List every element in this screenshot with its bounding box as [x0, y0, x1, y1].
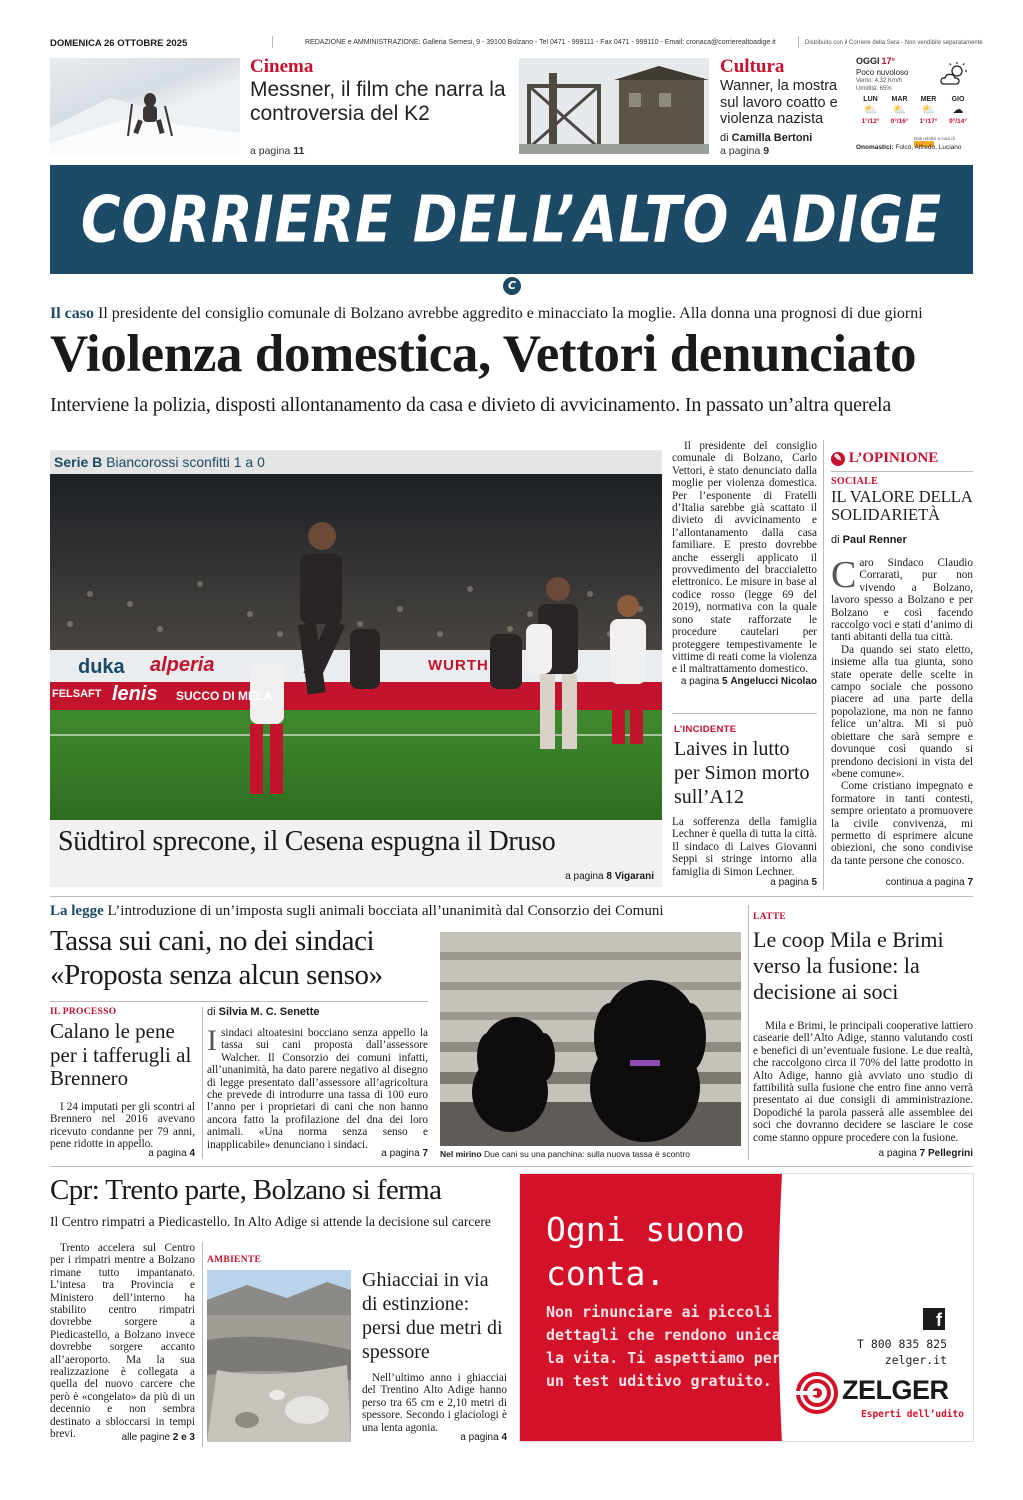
teaser-cultura-ref: a pagina 9 — [720, 145, 770, 157]
tassa-kicker: La legge L’introduzione di un’imposta sugli animali bocciata all’unanimità dal Consorzio dei Comuni — [50, 903, 664, 919]
processo-kicker: IL PROCESSO — [50, 1007, 117, 1017]
partly-cloudy-icon — [940, 62, 968, 88]
opinion-kicker: SOCIALE — [831, 476, 879, 487]
weather-humidity: Umidità: 65% — [856, 86, 892, 92]
opinion-icon: ✎ — [831, 452, 845, 466]
masthead-title: CORRIERE DELL’ALTO ADIGE — [80, 182, 943, 257]
top-bar — [50, 36, 983, 50]
lead-subhead: Interviene la polizia, disposti allontanamento da casa e divieto di avvicinamento. In passato un’altra querela — [50, 394, 892, 416]
tassa-byline: di Silvia M. C. Senette — [207, 1006, 320, 1018]
sport-block[interactable] — [50, 450, 662, 887]
partly-cloudy-icon: ⛅ — [863, 104, 878, 116]
processo-headline[interactable]: Calano le pene per i tafferugli al Brennero — [50, 1019, 192, 1090]
onomastici: Onomastici: Folco, Alfredo, Luciano — [856, 144, 962, 151]
ambiente-ref: a pagina 4 — [460, 1432, 507, 1443]
sport-ref: a pagina 8 Vigarani — [565, 871, 654, 882]
ad-tagline: Esperti dell’udito — [861, 1409, 964, 1420]
latte-body: Mila e Brimi, le principali cooperative lattiero casearie dell’Alto Adige, stanno valutando costi e benefici di un’eventuale fusione. Le due realtà, che raccolgono circa il 70% del latte prodotto in Alto Adige, hanno già avviato uno studio di fattibilità sulla fusione che entro fine anno verrà presentato ai due consigli di amministrazione. Dopodiché la parola passerà alle assemblee dei soci che dovranno decidere se lasciare le cose come stanno oppure procedere con la fusione. — [753, 1020, 973, 1144]
opinion-label: ✎ L’OPINIONE — [831, 450, 938, 467]
cpr-body: Trento accelera sul Centro per i rimpatri mentre a Bolzano rimane tutto impantanato. L’intesa tra Provincia e Ministero dell’interno ha stabilito centro rimpatri dovrebbe sorgere a Piedicastello, a Bolzano invece dovrebbe sorgere accanto all’aeroporto. Ma la sua realizzazione è collegata a quella del nuovo carcere che però è «congelato» da più di un decennio e non sembra destinato a sbloccarsi in tempi brevi. — [50, 1242, 195, 1441]
teaser-cinema-title: Messner, il film che narra la controversia del K2 — [250, 78, 506, 125]
teaser-cinema-kicker: Cinema — [250, 56, 314, 77]
lead-ref: a pagina 5 Angelucci Nicolao — [680, 676, 817, 687]
dropcap: I — [207, 1024, 217, 1057]
partly-cloudy-icon: ⛅ — [892, 104, 907, 116]
ambiente-kicker: AMBIENTE — [207, 1255, 262, 1265]
forecast-day: MER ⛅ 1°/17° — [914, 96, 943, 125]
latte-kicker: LATTE — [753, 912, 787, 922]
tassa-photo — [440, 932, 741, 1146]
lead-body: Il presidente del consiglio comunale di Bolzano, Carlo Vettori, è stato denunciato dalla moglie per violenza domestica. Per l’esponente di Fratelli d’Italia sarebbe già scattato il divieto di avvicinamento e l’allontanamento dalla casa familiare. E presto dovrebbe anche essergli applicato il provvedimento del braccialetto elettronico. Le misure in base al codice rosso (legge 69 del 2019), normativa con la quale sono state rafforzate le procedure cautelari per proteggere tempestivamente le vittime di reati come la violenza e il maltrattamento domestico. — [672, 440, 817, 676]
teaser-cultura-kicker: Cultura — [720, 56, 785, 77]
cpr-subhead: Il Centro rimpatri a Piedicastello. In Alto Adige si attende la decisione sul carcere — [50, 1214, 491, 1229]
incidente-body: La sofferenza della famiglia Lechner è quella di tutta la città. Il sindaco di Laives Giovanni Seppi si stringe intorno alla famiglia di Simon Lechner. — [672, 816, 817, 878]
sport-tag: Serie B Biancorossi sconfitti 1 a 0 — [50, 450, 662, 474]
teaser-cultura[interactable] — [519, 56, 839, 156]
weather-condition: Poco nuvoloso — [856, 68, 909, 77]
zelger-ad[interactable] — [519, 1173, 974, 1442]
opinion-byline: di Paul Renner — [831, 534, 907, 546]
latte-headline[interactable]: Le coop Mila e Brimi verso la fusione: la decisione ai soci — [753, 927, 944, 1004]
incidente-kicker: L’INCIDENTE — [674, 724, 737, 735]
ambiente-headline[interactable]: Ghiacciai in via di estinzione: persi due metri di spessore — [362, 1269, 503, 1363]
board-duka: duka — [78, 656, 125, 678]
dropcap: C — [831, 554, 857, 596]
masthead-logo-icon: C — [503, 277, 521, 295]
board-lenis: lenis — [112, 683, 158, 705]
teaser-cinema[interactable] — [50, 56, 510, 156]
weather-wind: Vento: 4,32 Km/h — [856, 78, 903, 84]
editorial-address: REDAZIONE e AMMINISTRAZIONE: Galleria Sernesi, 9 - 39100 Bolzano - Tel 0471 - 999111 - Fax 0471 - 999110 - Email: cronaca@corrierealtoadige.it — [305, 39, 776, 46]
teaser-cultura-byline: di Camilla Bertoni — [720, 132, 813, 144]
rain-cloud-icon: ☁ — [952, 104, 964, 116]
ad-web[interactable]: zelger.it — [884, 1353, 947, 1367]
partly-cloudy-icon: ⛅ — [921, 104, 936, 116]
processo-ref: a pagina 4 — [148, 1148, 195, 1159]
teaser-cultura-image — [519, 58, 709, 154]
cpr-ref: alle pagine 2 e 3 — [121, 1432, 195, 1443]
ad-text: Non rinunciare ai piccoli dettagli che rendono unica la vita. Ti aspettiamo per un test uditivo gratuito. — [546, 1303, 781, 1390]
lead-headline[interactable]: Violenza domestica, Vettori denunciato — [50, 325, 917, 383]
forecast-day: LUN ⛅ 1°/12° — [856, 96, 885, 125]
ambiente-body: Nell’ultimo anno i ghiacciai del Trentino Alto Adige hanno perso tra 65 cm e 2,10 metri di spessore. Secondo i glaciologi è una lenta agonia. — [362, 1372, 507, 1434]
ad-brand: ZELGER — [842, 1375, 949, 1405]
board-wurth: WURTH — [428, 657, 489, 674]
issue-date: DOMENICA 26 OTTOBRE 2025 — [50, 38, 188, 49]
cpr-headline[interactable]: Cpr: Trento parte, Bolzano si ferma — [50, 1174, 442, 1206]
teaser-cultura-title: Wanner, la mostra sul lavoro coatto e violenza nazista — [720, 78, 838, 127]
weather-today-temp: 17° — [881, 56, 896, 66]
forecast-day: GIO ☁ 9°/14° — [943, 96, 973, 125]
distribution-note: Distribuito con il Corriere della Sera - Non vendibile separatamente — [805, 40, 983, 46]
teaser-cinema-ref: a pagina 11 — [250, 145, 305, 157]
teaser-cinema-image — [50, 58, 240, 154]
sport-headline[interactable]: Südtirol sprecone, il Cesena espugna il Druso — [58, 826, 556, 857]
tassa-body: I sindaci altoatesini bocciano senza appello la tassa sui cani proposta dall’assessore Walcher. Il Consorzio dei comuni infatti, all’unanimità, ha dato parere negativo al disegno di legge presentato dall’assessore all’agricoltura che prevede di introdurre una tassa di 100 euro l’anno per i proprietari di cani che non hanno ancora fatto la profilazione del dna dei loro animali. «Una norma senza senso e inapplicabile» denunciano i sindaci. — [207, 1024, 428, 1151]
weather-today-label: OGGI — [856, 56, 880, 66]
ambiente-photo — [207, 1270, 351, 1442]
ad-headline: Ogni suono conta. — [546, 1210, 745, 1293]
tassa-ref: a pagina 7 — [381, 1148, 428, 1159]
incidente-ref: a pagina 5 — [770, 877, 817, 888]
weather-source: Dati relativi a cura di — [914, 136, 973, 147]
forecast-day: MAR ⛅ 0°/16° — [885, 96, 914, 125]
tassa-caption: Nel mirino Due cani su una panchina: sulla nuova tassa è scontro — [440, 1149, 690, 1159]
latte-ref: a pagina 7 Pellegrini — [878, 1148, 973, 1159]
lead-kicker: Il caso Il presidente del consiglio comunale di Bolzano avrebbe aggredito e minacciato la moglie. Alla donna una prognosi di due giorni — [50, 305, 923, 322]
weather-box — [856, 56, 973, 156]
processo-body: I 24 imputati per gli scontri al Brennero nel 2016 avevano ricevuto condanne per 79 anni, pene ridotte in appello. — [50, 1101, 195, 1151]
incidente-headline[interactable]: Laives in lutto per Simon morto sull’A12 — [674, 738, 810, 808]
opinion-ref: continua a pagina 7 — [885, 877, 973, 888]
zelger-logo-icon — [796, 1372, 838, 1414]
opinion-body: C aro Sindaco Claudio Corrarati, pur non vivendo a Bolzano, lavoro spesso a Bolzano e per Bolzano e così facendo raccolgo voci e stati d’animo di tanti abitanti della tua città. Da quando sei stato eletto, insieme alla tua giunta, sono state operate delle scelte in campo sociale che possono piacere ad una parte della popolazione, ma non ne fanno felice un’altra. Mi si può obiettare che sarà sempre e dovunque così quando si prendono decisioni in vista del «bene comune». Come cristiano impegnato e formatore in tanti contesti, sempre orientato a promuovere la civile convivenza, mi permetto di esprimere alcune obiezioni, che sono condivise da tante persone che conosco. — [831, 554, 973, 867]
board-alperia: alperia — [150, 654, 215, 676]
ad-phone: T 800 835 825 — [856, 1337, 947, 1351]
board-felsaft: FELSAFT — [52, 688, 102, 700]
board-succo: SUCCO DI MELA — [176, 689, 272, 703]
tassa-headline[interactable]: Tassa sui cani, no dei sindaci «Proposta senza alcun senso» — [50, 925, 383, 991]
opinion-headline[interactable]: IL VALORE DELLA SOLIDARIETÀ — [831, 487, 972, 524]
masthead[interactable] — [50, 165, 973, 274]
weather-forecast — [856, 96, 973, 136]
sport-photo — [50, 474, 662, 820]
facebook-icon[interactable]: f — [923, 1308, 945, 1330]
